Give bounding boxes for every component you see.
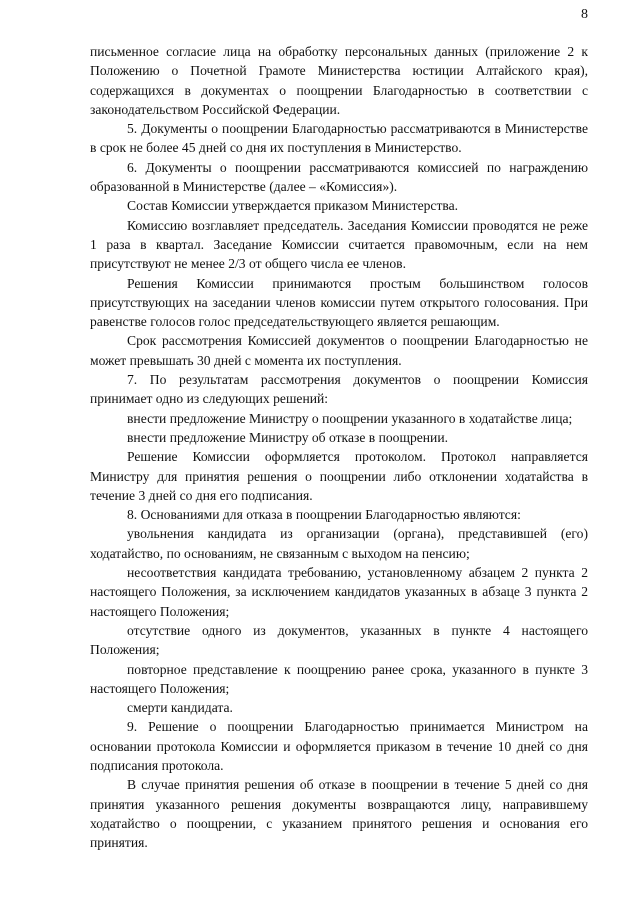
paragraph-refusal-ground-2: несоответствия кандидата требованию, установленному абзацем 2 пункта 2 настоящего Положения, за исключением кандидатов указанных в абзаце 3 пункта 2 настоящего Положения; [90,565,588,619]
paragraph-item-6: 6. Документы о поощрении рассматриваются комиссией по награждению образованной в Министерстве (далее – «Комиссия»). [90,159,588,195]
paragraph-refusal-ground-3: отсутствие одного из документов, указанных в пункте 4 настоящего Положения; [90,622,588,658]
paragraph-consent-continuation: письменное согласие лица на обработку персональных данных (приложение 2 к Положению о Почетной Грамоте Министерства юстиции Алтайского края), содержащихся в документах о поощрении Благодарностью в соответствии с законодательством Российской Федерации. [90,44,588,117]
paragraph-protocol: Решение Комиссии оформляется протоколом. Протокол направляется Министру для принятия решения о поощрении либо отклонении ходатайства в течение 3 дней со дня его подписания. [90,449,588,503]
paragraph-decision-option-1: внести предложение Министру о поощрении указанного в ходатайстве лица; [127,410,573,426]
page-number: 8 [581,7,588,22]
paragraph-refusal-return: В случае принятия решения об отказе в поощрении в течение 5 дней со дня принятия указанного решения документы возвращаются лицу, направившему ходатайство о поощрении, с указанием принятого решения и основания его принятия. [90,777,588,851]
paragraph-refusal-ground-1: увольнения кандидата из организации (органа), представившей (его) ходатайство, по основаниям, не связанным с выходом на пенсию; [90,526,588,561]
paragraph-review-term: Срок рассмотрения Комиссией документов о поощрении Благодарностью не может превышать 30 дней с момента их поступления. [90,333,588,368]
paragraph-decision-option-2: внести предложение Министру об отказе в поощрении. [127,429,448,445]
paragraph-item-8: 8. Основаниями для отказа в поощрении Благодарностью являются: [127,507,521,523]
paragraph-item-9: 9. Решение о поощрении Благодарностью принимается Министром на основании протокола Комиссии и оформляется приказом в течение 10 дней со дня подписания протокола. [90,719,588,773]
paragraph-item-7: 7. По результатам рассмотрения документов о поощрении Комиссия принимает одно из следующих решений: [90,372,588,407]
paragraph-item-5: 5. Документы о поощрении Благодарностью рассматриваются в Министерстве в срок не более 45 дней со дня их поступления в Министерство. [90,121,588,156]
paragraph-commission-chair: Комиссию возглавляет председатель. Заседания Комиссии проводятся не реже 1 раза в квартал. Заседание Комиссии считается правомочным, если на нем присутствуют не менее 2/3 от общего числа ее членов. [90,217,588,272]
paragraph-commission-decisions: Решения Комиссии принимаются простым большинством голосов присутствующих на заседании членов комиссии путем открытого голосования. При равенстве голосов голос председательствующего является решающим. [90,275,588,330]
paragraph-refusal-ground-5: смерти кандидата. [127,700,233,716]
document-body [90,42,588,852]
paragraph-refusal-ground-4: повторное представление к поощрению ранее срока, указанного в пункте 3 настоящего Положения; [90,661,588,696]
paragraph-commission-composition: Состав Комиссии утверждается приказом Министерства. [127,198,459,214]
